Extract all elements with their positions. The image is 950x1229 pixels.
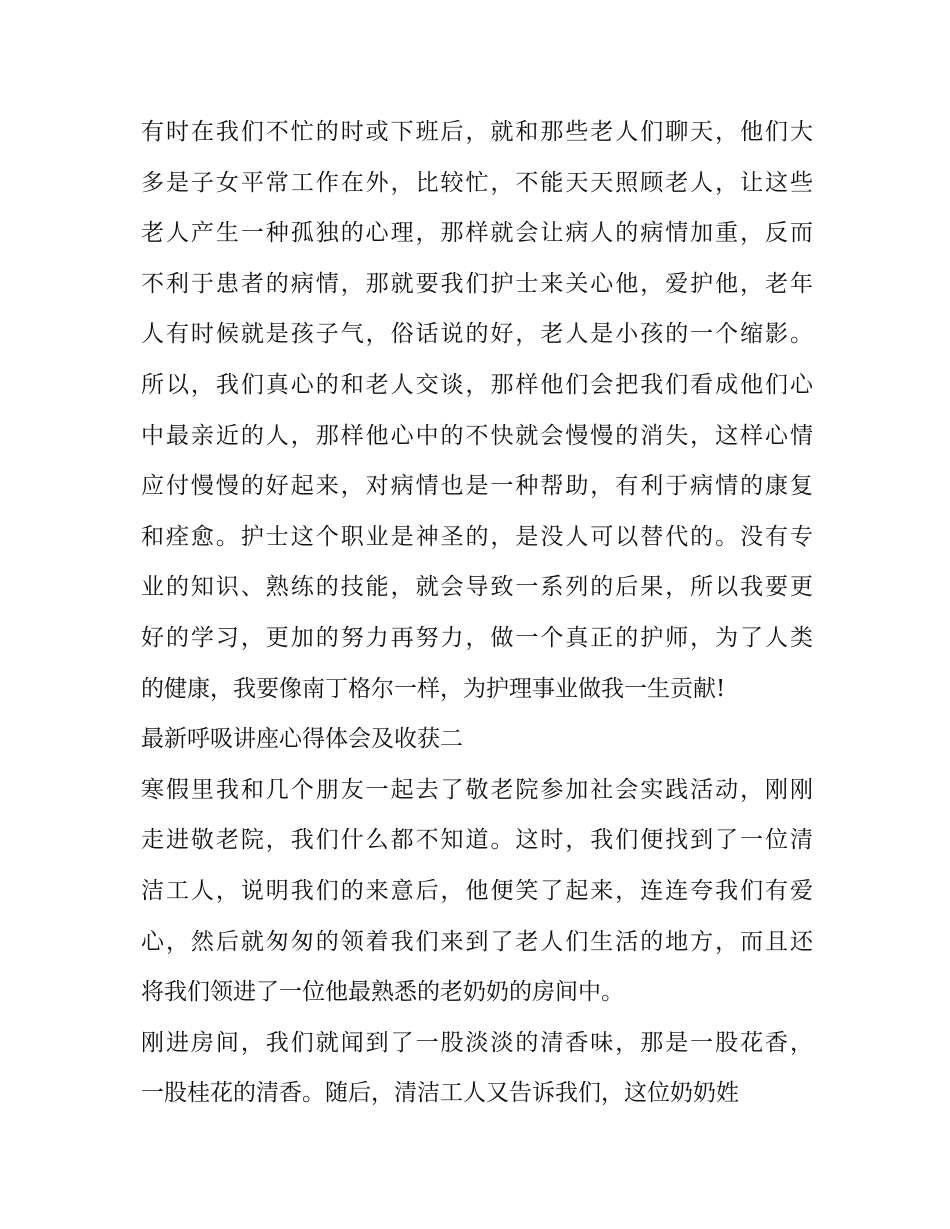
text-line: 应付慢慢的好起来，对病情也是一种帮助，有利于病情的康复 — [141, 473, 813, 500]
text-line: 寒假里我和几个朋友一起去了敬老院参加社会实践活动，刚刚 — [141, 776, 813, 803]
text-line: 不利于患者的病情，那就要我们护士来关心他，爱护他，老年 — [141, 270, 813, 297]
text-line: 业的知识、熟练的技能，就会导致一系列的后果，所以我要更 — [141, 574, 813, 601]
text-line: 好的学习，更加的努力再努力，做一个真正的护师，为了人类 — [141, 624, 813, 651]
document-body — [141, 107, 813, 1119]
text-line: 中最亲近的人，那样他心中的不快就会慢慢的消失，这样心情 — [141, 422, 813, 449]
text-line: 心，然后就匆匆的领着我们来到了老人们生活的地方，而且还 — [141, 928, 813, 955]
text-line: 的健康，我要像南丁格尔一样，为护理事业做我一生贡献! — [141, 675, 726, 702]
paragraph-2 — [141, 765, 813, 1018]
text-line: 多是子女平常工作在外，比较忙，不能天天照顾老人，让这些 — [141, 169, 813, 196]
text-line: 洁工人，说明我们的来意后，他便笑了起来，连连夸我们有爱 — [141, 877, 813, 904]
text-line: 有时在我们不忙的时或下班后，就和那些老人们聊天，他们大 — [141, 119, 813, 145]
section-heading: 最新呼吸讲座心得体会及收获二 — [141, 726, 463, 753]
text-line: 人有时候就是孩子气，俗话说的好，老人是小孩的一个缩影。 — [141, 321, 813, 348]
paragraph-1 — [141, 107, 813, 714]
paragraph-3 — [141, 1018, 813, 1119]
text-line: 所以，我们真心的和老人交谈，那样他们会把我们看成他们心 — [141, 371, 813, 398]
text-line: 和痊愈。护士这个职业是神圣的，是没人可以替代的。没有专 — [141, 523, 813, 550]
text-line: 将我们领进了一位他最熟悉的老奶奶的房间中。 — [141, 979, 624, 1006]
text-line: 老人产生一种孤独的心理，那样就会让病人的病情加重，反而 — [141, 220, 813, 247]
text-line: 走进敬老院，我们什么都不知道。这时，我们便找到了一位清 — [141, 827, 813, 854]
text-line: 刚进房间，我们就闻到了一股淡淡的清香味，那是一股花香， — [141, 1029, 813, 1056]
text-line: 一股桂花的清香。随后，清洁工人又告诉我们，这位奶奶姓 — [141, 1080, 739, 1107]
